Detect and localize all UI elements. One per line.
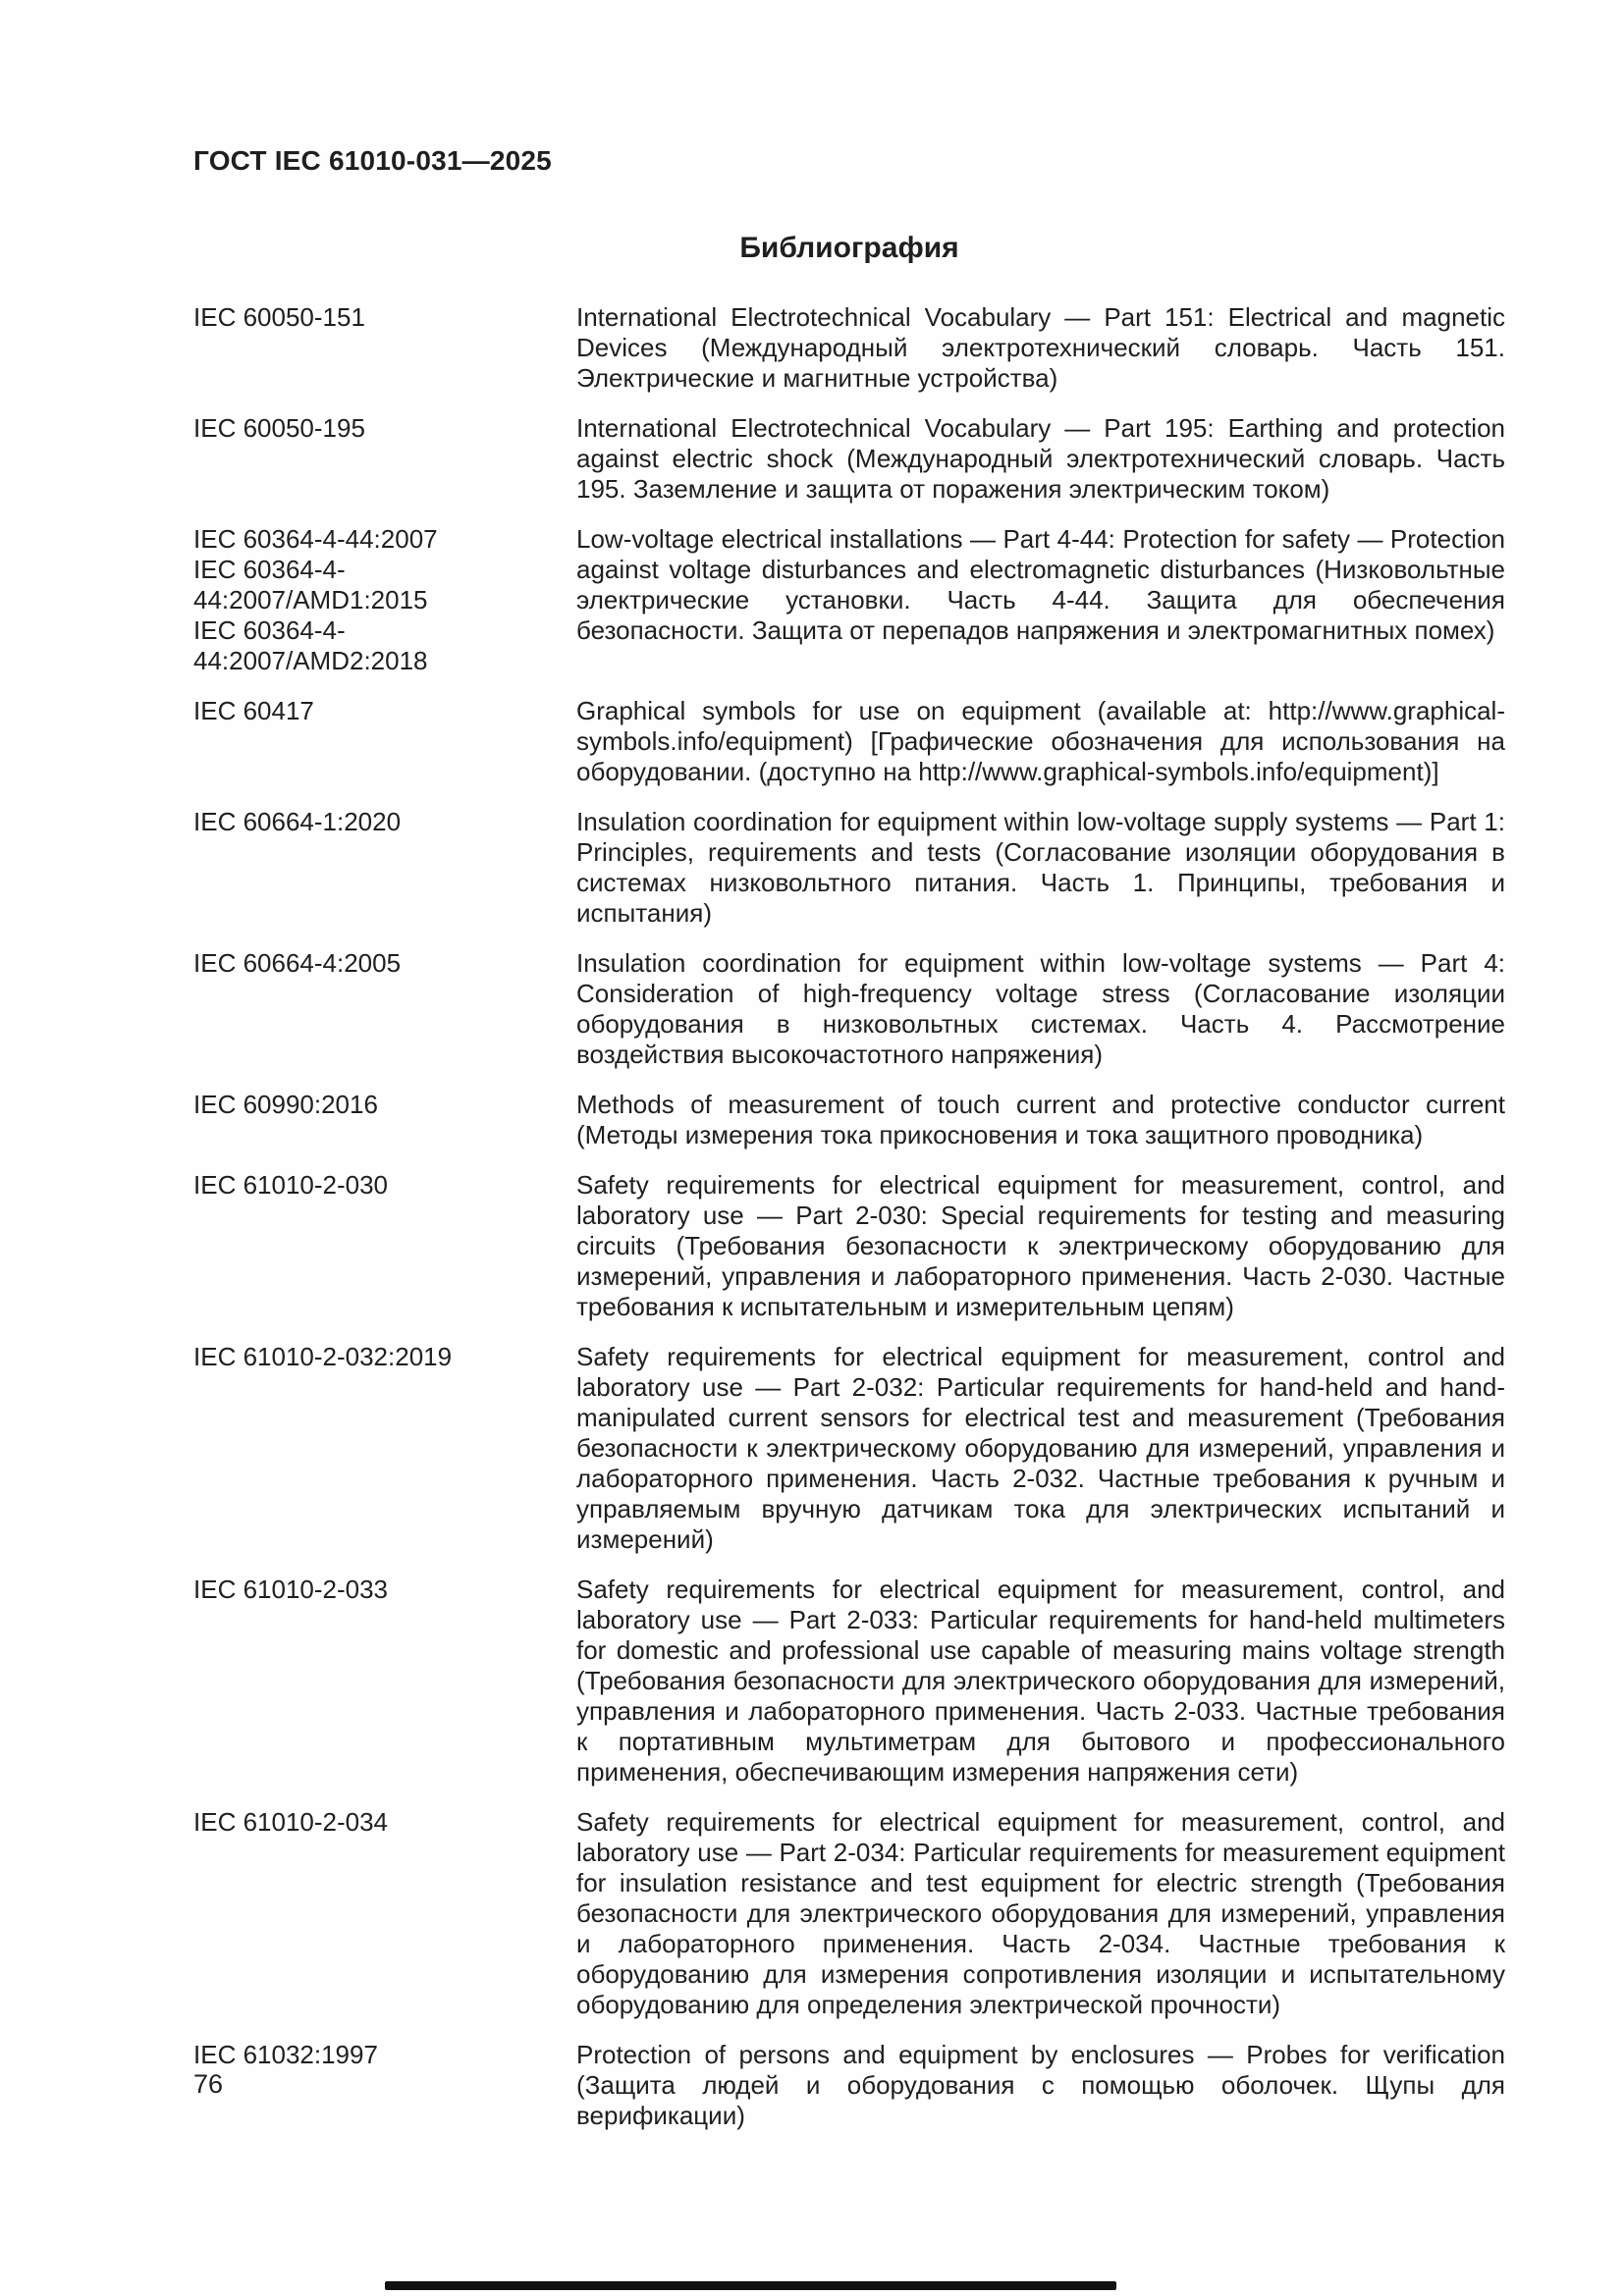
bibliography-entry xyxy=(193,696,1505,787)
reference-description: Safety requirements for electrical equipment for measurement, control, and laboratory use — Part 2-034: Particular requirements for measurement equipment for insulation resistance and test equipment for electric strength (Требования безопасности для электрического оборудования для измерений, управления и лабораторного применения. Часть 2-034. Частные требования к оборудованию для измерения сопротивления изоляции и испытательному оборудованию для определения электрической прочности) xyxy=(576,1807,1505,2019)
reference-code-line: IEC 60050-151 xyxy=(193,302,365,332)
reference-code-line: IEC 61010-2-032:2019 xyxy=(193,1342,453,1371)
running-header: ГОСТ IEC 61010-031—2025 xyxy=(193,145,552,176)
reference-code-line: IEC 60990:2016 xyxy=(193,1090,378,1119)
reference-description: Graphical symbols for use on equipment (available at: http://www.graphical-symbols.info/equipment) [Графические обозначения для использования на оборудовании. (доступно на http://www.graphical-symbols.info/equipment)] xyxy=(576,696,1505,786)
reference-code-line: IEC 60364-4-44:2007 xyxy=(193,524,438,554)
bibliography-entry xyxy=(193,1575,1505,1788)
scan-artifact-line xyxy=(385,2281,1116,2290)
reference-code-line: IEC 60417 xyxy=(193,696,314,725)
bibliography-entry xyxy=(193,413,1505,505)
reference-description: Insulation coordination for equipment within low-voltage systems — Part 4: Consideration of high-frequency voltage stress (Согласование изоляции оборудования в низковольтных системах. Часть 4. Рассмотрение воздействия высокочастотного напряжения) xyxy=(576,948,1505,1069)
reference-code xyxy=(193,524,576,676)
reference-code-line: IEC 60664-4:2005 xyxy=(193,948,402,978)
reference-code xyxy=(193,1342,576,1372)
reference-code-line: IEC 60364-4-44:2007/AMD2:2018 xyxy=(193,615,428,675)
reference-description: International Electrotechnical Vocabulary — Part 151: Electrical and magnetic Devices (Международный электротехнический словарь. Часть 151. Электрические и магнитные устройства) xyxy=(576,302,1505,393)
reference-code xyxy=(193,1170,576,1201)
reference-description: International Electrotechnical Vocabulary — Part 195: Earthing and protection against electric shock (Международный электротехнический словарь. Часть 195. Заземление и защита от поражения электрическим током) xyxy=(576,413,1505,504)
reference-description: Protection of persons and equipment by enclosures — Probes for verification (Защита людей и оборудования с помощью оболочек. Щупы для верификации) xyxy=(576,2040,1505,2130)
bibliography-list xyxy=(193,302,1505,2151)
reference-code-line: IEC 60364-4-44:2007/AMD1:2015 xyxy=(193,555,428,614)
bibliography-entry xyxy=(193,1807,1505,2020)
reference-code-line: IEC 61032:1997 xyxy=(193,2040,378,2069)
reference-description: Low-voltage electrical installations — Part 4-44: Protection for safety — Protection against voltage disturbances and electromagnetic disturbances (Низковольтные электрические установки. Часть 4-44. Защита для обеспечения безопасности. Защита от перепадов напряжения и электромагнитных помех) xyxy=(576,524,1505,645)
reference-description: Safety requirements for electrical equipment for measurement, control, and laboratory use — Part 2-033: Particular requirements for hand-held multimeters for domestic and professional use capable of measuring mains voltage strength (Требования безопасности для электрического оборудования для измерений, управления и лабораторного применения. Часть 2-033. Частные требования к портативным мультиметрам для бытового и профессионального применения, обеспечивающим измерения напряжения сети) xyxy=(576,1575,1505,1787)
reference-code xyxy=(193,807,576,837)
reference-description: Safety requirements for electrical equipment for measurement, control and laboratory use — Part 2-032: Particular requirements for hand-held and hand-manipulated current sensors for electrical test and measurement (Требования безопасности к электрическому оборудованию для измерений, управления и лабораторного применения. Часть 2-032. Частные требования к ручным и управляемым вручную датчикам тока для электрических испытаний и измерений) xyxy=(576,1342,1505,1554)
reference-description: Methods of measurement of touch current and protective conductor current (Методы измерения тока прикосновения и тока защитного проводника) xyxy=(576,1090,1505,1149)
bibliography-entry xyxy=(193,807,1505,929)
reference-description: Safety requirements for electrical equipment for measurement, control, and laboratory use — Part 2-030: Special requirements for testing and measuring circuits (Требования безопасности к электрическому оборудованию для измерений, управления и лабораторного применения. Часть 2-030. Частные требования к испытательным и измерительным цепям) xyxy=(576,1170,1505,1321)
reference-code-line: IEC 60050-195 xyxy=(193,413,365,443)
page-title: Библиография xyxy=(739,232,959,264)
reference-code-line: IEC 61010-2-033 xyxy=(193,1575,389,1604)
reference-code xyxy=(193,696,576,726)
bibliography-entry xyxy=(193,948,1505,1070)
page-number: 76 xyxy=(193,2069,224,2099)
bibliography-entry xyxy=(193,1170,1505,1322)
reference-code-line: IEC 60664-1:2020 xyxy=(193,807,402,836)
reference-code-line: IEC 61010-2-034 xyxy=(193,1807,389,1837)
bibliography-entry xyxy=(193,302,1505,394)
reference-code xyxy=(193,2040,576,2070)
reference-code xyxy=(193,302,576,333)
reference-code xyxy=(193,413,576,444)
bibliography-entry xyxy=(193,524,1505,676)
reference-code-line: IEC 61010-2-030 xyxy=(193,1170,389,1200)
bibliography-entry xyxy=(193,1342,1505,1555)
bibliography-entry xyxy=(193,1090,1505,1150)
reference-code xyxy=(193,1575,576,1605)
reference-code xyxy=(193,948,576,979)
reference-code xyxy=(193,1807,576,1838)
reference-code xyxy=(193,1090,576,1120)
bibliography-entry xyxy=(193,2040,1505,2131)
reference-description: Insulation coordination for equipment within low-voltage supply systems — Part 1: Principles, requirements and tests (Согласование изоляции оборудования в системах низковольтного питания. Часть 1. Принципы, требования и испытания) xyxy=(576,807,1505,928)
